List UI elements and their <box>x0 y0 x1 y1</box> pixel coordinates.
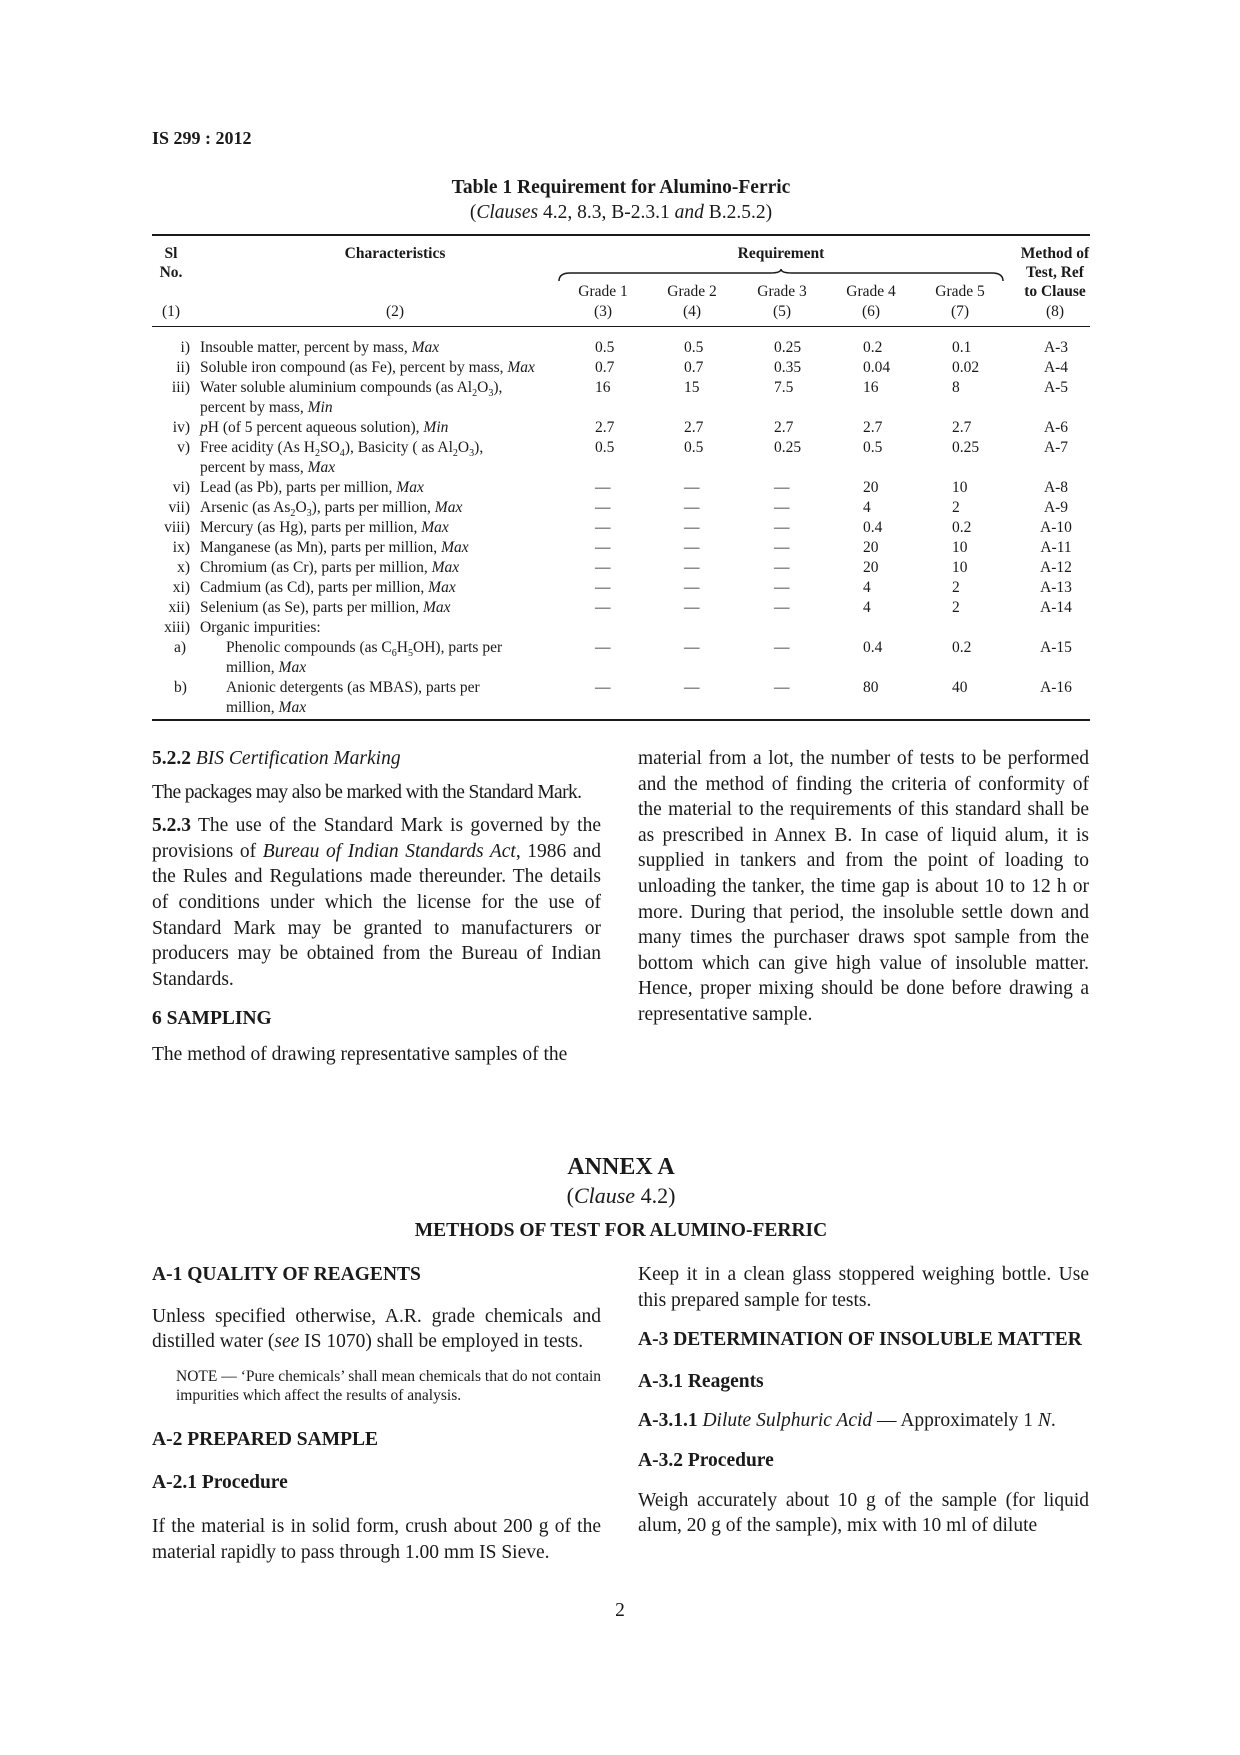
characteristic: Cadmium (as Cd), parts per million, Max <box>200 579 456 596</box>
sl-number: x) <box>177 559 190 576</box>
annex-clause: (Clause 4.2) <box>566 1183 676 1208</box>
grade-2-header: Grade 2 <box>667 283 717 300</box>
grade-4-value: 0.5 <box>863 439 883 456</box>
colnum-4: (4) <box>682 303 702 320</box>
characteristic: Manganese (as Mn), parts per million, Max <box>200 539 469 556</box>
grade-4-value: 20 <box>863 539 879 556</box>
a1-note: NOTE — ‘Pure chemicals’ shall mean chemicals that do not contain impurities which affect the results of analysis. <box>176 1367 601 1404</box>
characteristics-header: Characteristics <box>344 245 446 262</box>
method-ref: A-11 <box>1040 539 1072 556</box>
grade-4-value: 2.7 <box>863 419 883 436</box>
grade-2-value: — <box>684 639 700 656</box>
a32-text: Weigh accurately about 10 g of the sample (for liquid alum, 20 g of the sample), mix with 10 ml of dilute <box>638 1489 1089 1537</box>
grade-1-value: — <box>595 559 611 576</box>
grade-1-value: — <box>595 519 611 536</box>
table-title-block <box>152 175 1090 225</box>
colnum-6: (6) <box>861 303 881 320</box>
grade-1-value: 2.7 <box>595 419 615 436</box>
method-ref: A-3 <box>1043 339 1069 356</box>
grade-5-value: 0.2 <box>952 639 972 656</box>
a32-heading: A-3.2 Procedure <box>638 1449 774 1471</box>
grade-3-header: Grade 3 <box>757 283 807 300</box>
table-top-rule <box>152 234 1090 236</box>
table-header-rule <box>152 326 1090 327</box>
method-ref: A-6 <box>1043 419 1069 436</box>
annex-title: ANNEX A <box>567 1154 675 1180</box>
method-ref: A-5 <box>1043 379 1069 396</box>
grade-2-value: — <box>684 559 700 576</box>
characteristic: Chromium (as Cr), parts per million, Max <box>200 559 460 576</box>
grade-4-value: 20 <box>863 479 879 496</box>
characteristic: Lead (as Pb), parts per million, Max <box>200 479 424 496</box>
method-ref: A-14 <box>1040 599 1072 616</box>
sl-number: iii) <box>171 379 190 396</box>
grade-3-value: 0.35 <box>774 359 802 376</box>
table-title: Table 1 Requirement for Alumino-Ferric <box>451 177 791 198</box>
grade-3-value: — <box>774 639 790 656</box>
grade-5-value: 0.1 <box>952 339 972 356</box>
sl-number: i) <box>180 339 190 356</box>
grade-2-value: — <box>684 599 700 616</box>
grade-5-value: 0.02 <box>952 359 980 376</box>
method-ref: A-12 <box>1040 559 1072 576</box>
grade-5-value: 40 <box>952 679 968 696</box>
grade-5-header: Grade 5 <box>935 283 985 300</box>
method-ref: A-8 <box>1043 479 1069 496</box>
a1-heading: A-1 QUALITY OF REAGENTS <box>152 1264 421 1285</box>
a2-heading: A-2 PREPARED SAMPLE <box>152 1428 379 1450</box>
grade-1-value: — <box>595 479 611 496</box>
grade-3-value: 0.25 <box>774 439 802 456</box>
sl-number: viii) <box>164 519 190 536</box>
characteristic: Mercury (as Hg), parts per million, Max <box>200 519 449 536</box>
characteristic: Water soluble aluminium compounds (as $Al_2O_3$), percent by mass, Min <box>200 379 503 416</box>
grade-1-value: — <box>595 639 611 656</box>
grade-5-value: 10 <box>952 559 968 576</box>
grade-1-value: — <box>595 539 611 556</box>
grade-2-value: — <box>684 579 700 596</box>
colnum-2: (2) <box>385 303 405 320</box>
method-ref: A-16 <box>1040 679 1072 696</box>
grade-3-value: — <box>774 559 790 576</box>
grade-4-value: 4 <box>863 579 871 596</box>
grade-3-value: — <box>774 499 790 516</box>
characteristic: Free acidity (As $H_2SO_4$), Basicity ( as $Al_2O_3$), percent by mass, Max <box>200 439 484 476</box>
table-clauses: (Clauses 4.2, 8.3, B-2.3.1 and B.2.5.2) <box>469 202 773 223</box>
lower-right-column <box>638 1262 1089 1539</box>
lower-left-column <box>152 1262 601 1565</box>
grade-1-header: Grade 1 <box>578 283 628 300</box>
standard-number: IS 299 : 2012 <box>152 128 252 148</box>
grade-2-value: 0.7 <box>684 359 704 376</box>
grade-3-value: — <box>774 479 790 496</box>
grade-3-value: — <box>774 599 790 616</box>
sl-number: v) <box>177 439 190 456</box>
sl-number: xii) <box>168 599 190 616</box>
grade-2-value: 15 <box>684 379 700 396</box>
page-number: 2 <box>615 1600 625 1621</box>
characteristic: pH (of 5 percent aqueous solution), Min <box>200 419 449 436</box>
sl-number: ix) <box>172 539 190 556</box>
grade-1-value: 16 <box>595 379 611 396</box>
grade-4-value: 4 <box>863 499 871 516</box>
grade-2-value: 0.5 <box>684 439 704 456</box>
grade-4-value: 16 <box>863 379 879 396</box>
a2-continued: Keep it in a clean glass stoppered weighing bottle. Use this prepared sample for tests. <box>638 1264 1089 1311</box>
characteristic: Arsenic (as $As_2O_3$), parts per million, Max <box>200 499 463 520</box>
colnum-5: (5) <box>772 303 792 320</box>
a21-text: If the material is in solid form, crush about 200 g of the material rapidly to pass through 1.00 mm IS Sieve. <box>152 1515 601 1563</box>
grade-3-value: — <box>774 539 790 556</box>
grade-1-value: — <box>595 579 611 596</box>
grade-4-value: 4 <box>863 599 871 616</box>
upper-left-column <box>152 746 601 1068</box>
colnum-1: (1) <box>161 303 181 320</box>
a3-heading: A-3 DETERMINATION OF INSOLUBLE MATTER <box>638 1329 1082 1351</box>
grade-5-value: 2 <box>952 499 960 516</box>
grade-5-value: 0.25 <box>952 439 980 456</box>
method-ref: A-7 <box>1043 439 1069 456</box>
annex-subtitle: METHODS OF TEST FOR ALUMINO-FERRIC <box>414 1220 828 1241</box>
grade-2-value: — <box>684 679 700 696</box>
grade-1-value: 0.5 <box>595 439 615 456</box>
grade-5-value: 0.2 <box>952 519 972 536</box>
requirement-header: Requirement <box>737 245 825 262</box>
grade-1-value: 0.7 <box>595 359 615 376</box>
sl-number: iv) <box>172 419 190 436</box>
method-ref: A-4 <box>1043 359 1069 376</box>
section-6-text: The method of drawing representative samples of the <box>152 1043 568 1065</box>
characteristic: Phenolic compounds (as $C_6H_5OH$), parts per million, Max <box>226 639 503 676</box>
method-ref: A-9 <box>1043 499 1069 516</box>
grade-4-value: 0.04 <box>863 359 891 376</box>
grade-3-value: — <box>774 579 790 596</box>
grade-4-header: Grade 4 <box>846 283 896 300</box>
annex-heading <box>152 1152 1090 1246</box>
section-6-continued: material from a lot, the number of tests to be performed and the method of finding the criteria of conformity of the material to the requirements of this standard shall be as prescribed in Annex B. In case of liquid alum, it is supplied in tankers and from the point of loading to unloading the tanker, the time gap is about 10 to 12 h or more. During that period, the insoluble settle down and many times the purchaser draws spot sample from the bottom which can give high value of insoluble matter. Hence, proper mixing should be done before drawing a representative sample. <box>638 748 1089 1025</box>
section-6-heading: 6 SAMPLING <box>152 1008 272 1030</box>
sl-number: xiii) <box>164 619 190 636</box>
characteristic: Anionic detergents (as MBAS), parts per million, Max <box>226 679 480 716</box>
table-bottom-rule <box>152 719 1090 721</box>
grade-5-value: 10 <box>952 479 968 496</box>
grade-5-value: 2.7 <box>952 419 972 436</box>
characteristic: Organic impurities: <box>200 619 321 636</box>
upper-right-column <box>638 746 1089 1028</box>
grade-5-value: 10 <box>952 539 968 556</box>
colnum-3: (3) <box>593 303 613 320</box>
section-522-heading: 5.2.2 BIS Certification Marking <box>152 748 401 769</box>
grade-1-value: — <box>595 679 611 696</box>
grade-3-value: 2.7 <box>774 419 794 436</box>
method-ref: A-10 <box>1040 519 1072 536</box>
sl-number: vi) <box>172 479 190 496</box>
grade-2-value: 0.5 <box>684 339 704 356</box>
grade-3-value: — <box>774 679 790 696</box>
grade-1-value: 0.5 <box>595 339 615 356</box>
a31-heading: A-3.1 Reagents <box>638 1370 764 1392</box>
sub-item-label: a) <box>174 639 187 656</box>
method-ref: A-13 <box>1040 579 1072 596</box>
grade-3-value: 7.5 <box>774 379 794 396</box>
method-ref: A-15 <box>1040 639 1072 656</box>
section-522-text: The packages may also be marked with the Standard Mark. <box>152 781 582 803</box>
grade-3-value: 0.25 <box>774 339 802 356</box>
grade-1-value: — <box>595 499 611 516</box>
a311-text: A-3.1.1 Dilute Sulphuric Acid — Approximately 1 N. <box>638 1410 1056 1432</box>
characteristic: Soluble iron compound (as Fe), percent by mass, Max <box>200 359 535 376</box>
a21-heading: A-2.1 Procedure <box>152 1472 288 1494</box>
requirement-brace <box>558 268 1004 282</box>
grade-5-value: 8 <box>952 379 960 396</box>
section-523-text: 5.2.3 The use of the Standard Mark is governed by the provisions of Bureau of Indian Standards Act, 1986 and the Rules and Regulations made thereunder. The details of conditions under which the license for the use of Standard Mark may be granted to manufacturers or producers may be obtained from the Bureau of Indian Standards. <box>152 815 602 990</box>
colnum-7: (7) <box>950 303 970 320</box>
grade-1-value: — <box>595 599 611 616</box>
grade-4-value: 0.4 <box>863 519 883 536</box>
grade-2-value: — <box>684 479 700 496</box>
sl-number: xi) <box>172 579 190 596</box>
a1-text: Unless specified otherwise, A.R. grade chemicals and distilled water (see IS 1070) shall be employed in tests. <box>152 1305 601 1353</box>
characteristic: Insouble matter, percent by mass, Max <box>200 339 440 356</box>
grade-4-value: 80 <box>863 679 879 696</box>
grade-2-value: — <box>684 519 700 536</box>
grade-2-value: 2.7 <box>684 419 704 436</box>
colnum-8: (8) <box>1045 303 1065 320</box>
grade-2-value: — <box>684 499 700 516</box>
grade-4-value: 20 <box>863 559 879 576</box>
grade-4-value: 0.2 <box>863 339 883 356</box>
method-header: Method of Test, Ref to Clause <box>1020 245 1090 300</box>
grade-2-value: — <box>684 539 700 556</box>
sl-number: vii) <box>168 499 190 516</box>
sl-no-header: Sl No. <box>159 245 183 281</box>
grade-5-value: 2 <box>952 599 960 616</box>
sl-number: ii) <box>176 359 190 376</box>
characteristic: Selenium (as Se), parts per million, Max <box>200 599 451 616</box>
sub-item-label: b) <box>174 679 187 696</box>
grade-3-value: — <box>774 519 790 536</box>
grade-4-value: 0.4 <box>863 639 883 656</box>
grade-5-value: 2 <box>952 579 960 596</box>
